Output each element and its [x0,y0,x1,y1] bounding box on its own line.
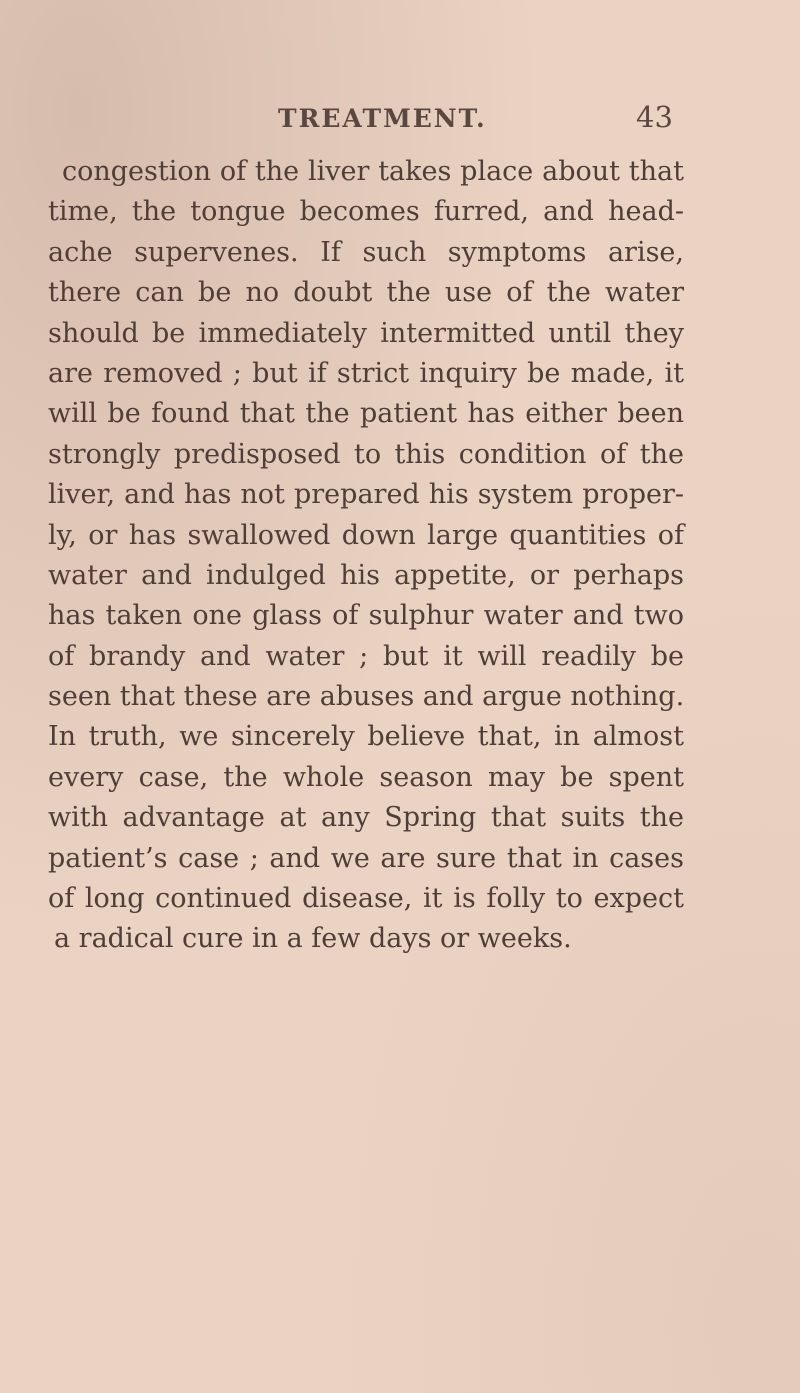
text-line: has taken one glass of sulphur water and two [48,600,684,632]
text-line: every case, the whole season may be spent [48,761,684,793]
text-line: strongly predisposed to this condition of the [48,438,684,470]
text-line: ly, or has swallowed down large quantities of [48,519,684,551]
text-line: liver, and has not prepared his system proper- [48,479,684,511]
text-line: should be immediately intermitted until they [48,317,684,349]
text-line: with advantage at any Spring that suits the [48,802,684,834]
text-line: of long continued disease, it is folly to expect [48,883,684,915]
text-line: congestion of the liver takes place about that [62,156,684,187]
page-number: 43 [636,100,673,134]
body-paragraph [48,152,684,960]
text-line: of brandy and water ; but it will readily be [48,640,684,672]
text-line: are removed ; but if strict inquiry be made, it [48,357,684,389]
text-line: a radical cure in a few days or weeks. [54,923,572,955]
text-line: patient’s case ; and we are sure that in cases [48,842,684,874]
text-line: time, the tongue becomes furred, and head- [48,196,684,228]
text-line: ache supervenes. If such symptoms arise, [48,236,684,268]
text-line: there can be no doubt the use of the water [48,277,684,309]
text-line: will be found that the patient has either been [48,398,684,430]
running-title: TREATMENT. [278,104,487,133]
text-line: In truth, we sincerely believe that, in almost [48,721,684,753]
text-line: water and indulged his appetite, or perhaps [48,559,684,591]
running-head [0,100,800,140]
text-line: seen that these are abuses and argue nothing. [48,681,685,713]
